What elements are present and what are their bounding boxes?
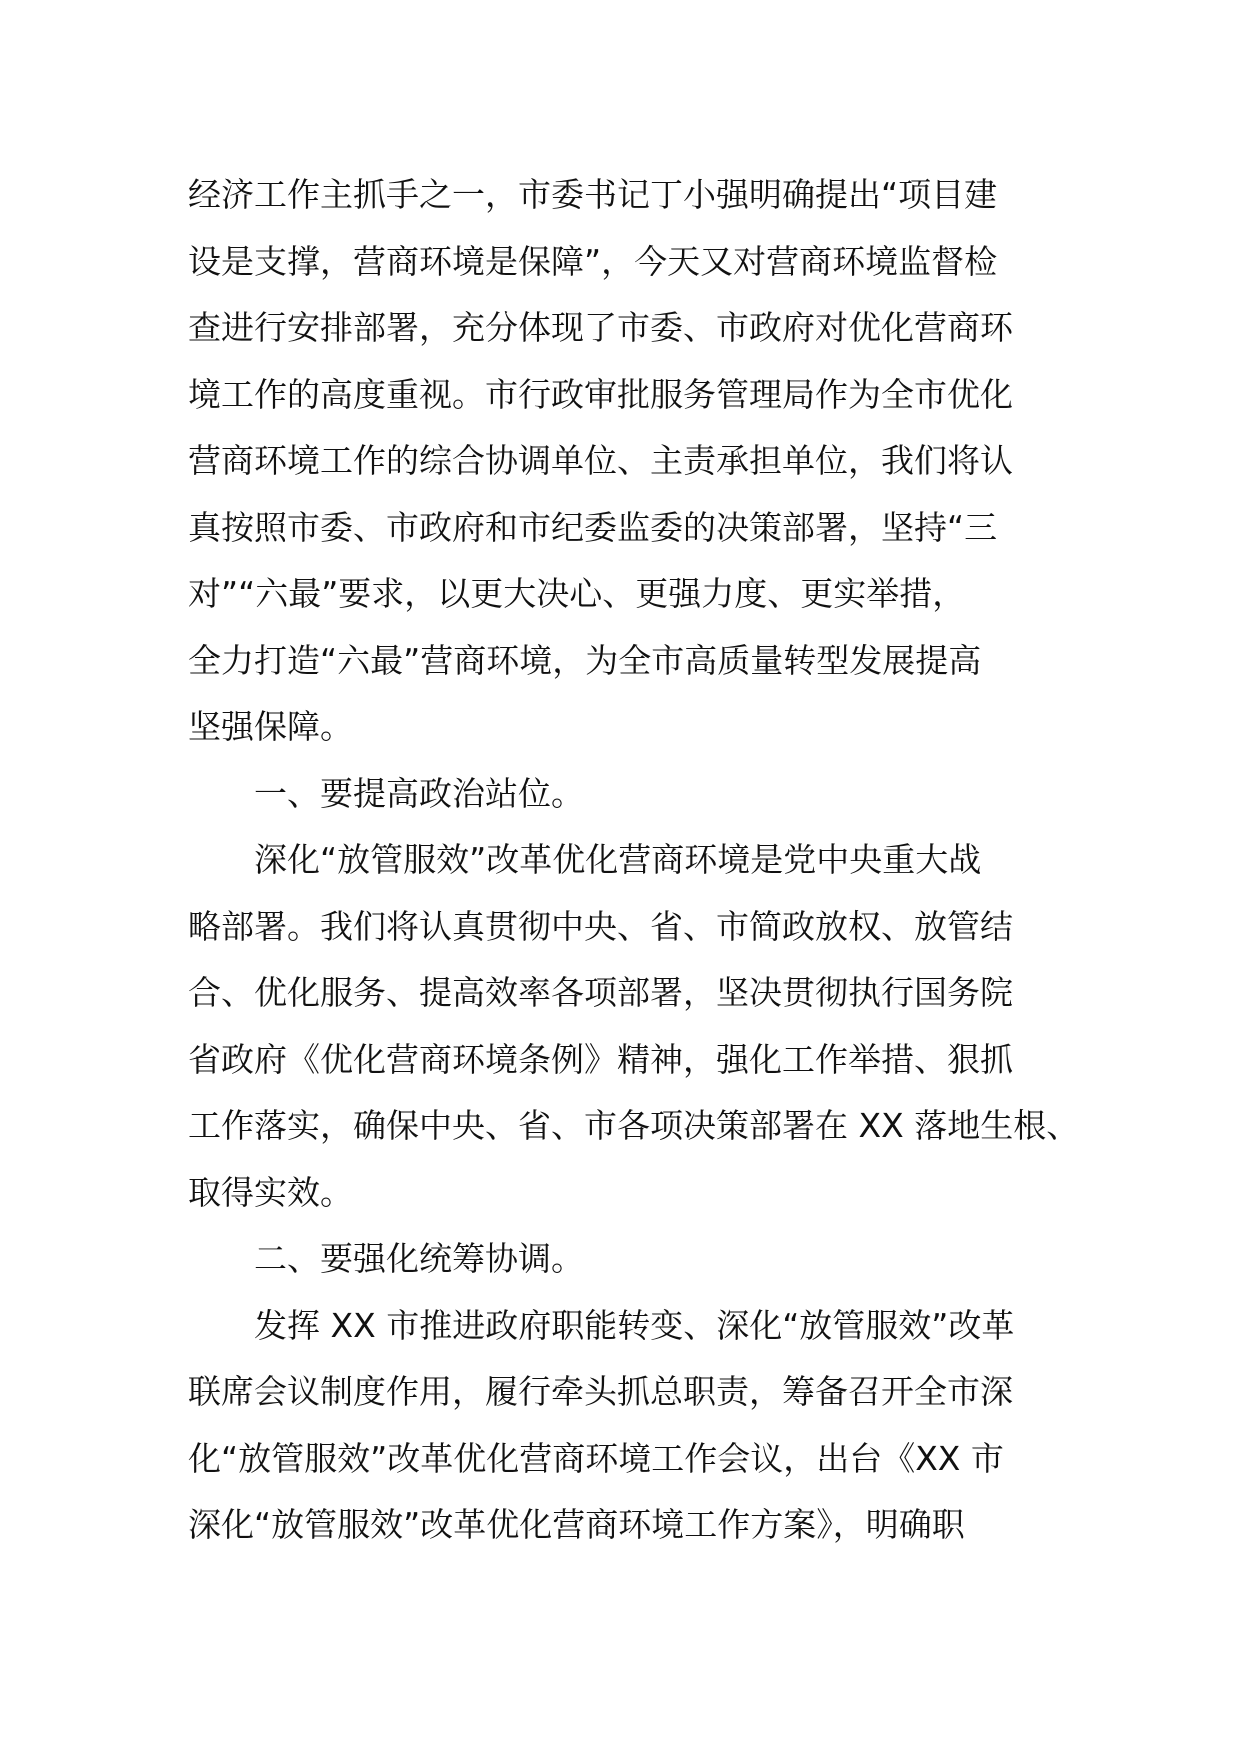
text-line: 发挥 XX 市推进政府职能转变、深化“放管服效”改革 bbox=[254, 1305, 1015, 1345]
text-line: 合、优化服务、提高效率各项部署，坚决贯彻执行国务院 bbox=[188, 973, 1013, 1012]
text-line: 略部署。我们将认真贯彻中央、省、市简政放权、放管结 bbox=[188, 906, 1013, 946]
text-line: 化“放管服效”改革优化营商环境工作会议，出台《XX 市 bbox=[188, 1438, 1004, 1478]
text-line: 工作落实，确保中央、省、市各项决策部署在 XX 落地生根、 bbox=[188, 1106, 1080, 1145]
text-line: 设是支撑，营商环境是保障”，今天又对营商环境监督检 bbox=[188, 241, 998, 281]
section-heading: 一、要提高政治站位。 bbox=[254, 773, 584, 813]
text-line: 查进行安排部署，充分体现了市委、市政府对优化营商环 bbox=[188, 308, 1013, 347]
text-line: 真按照市委、市政府和市纪委监委的决策部署，坚持“三 bbox=[188, 507, 998, 547]
text-line: 坚强保障。 bbox=[188, 707, 353, 746]
text-line: 取得实效。 bbox=[188, 1172, 353, 1212]
section-heading: 二、要强化统筹协调。 bbox=[254, 1239, 584, 1278]
text-line: 营商环境工作的综合协调单位、主责承担单位，我们将认 bbox=[188, 441, 1013, 480]
document-body bbox=[188, 162, 1080, 1559]
text-line: 联席会议制度作用，履行牵头抓总职责，筹备召开全市深 bbox=[188, 1372, 1013, 1411]
text-line: 对”“六最”要求，以更大决心、更强力度、更实举措， bbox=[188, 574, 966, 613]
text-line: 境工作的高度重视。市行政审批服务管理局作为全市优化 bbox=[188, 374, 1013, 414]
text-line: 省政府《优化营商环境条例》精神，强化工作举措、狠抓 bbox=[188, 1039, 1013, 1079]
text-line: 经济工作主抓手之一，市委书记丁小强明确提出“项目建 bbox=[188, 175, 998, 214]
text-line: 深化“放管服效”改革优化营商环境是党中央重大战 bbox=[254, 840, 982, 879]
text-line: 全力打造“六最”营商环境，为全市高质量转型发展提高 bbox=[188, 640, 982, 680]
text-line: 深化“放管服效”改革优化营商环境工作方案》，明确职 bbox=[188, 1505, 965, 1544]
